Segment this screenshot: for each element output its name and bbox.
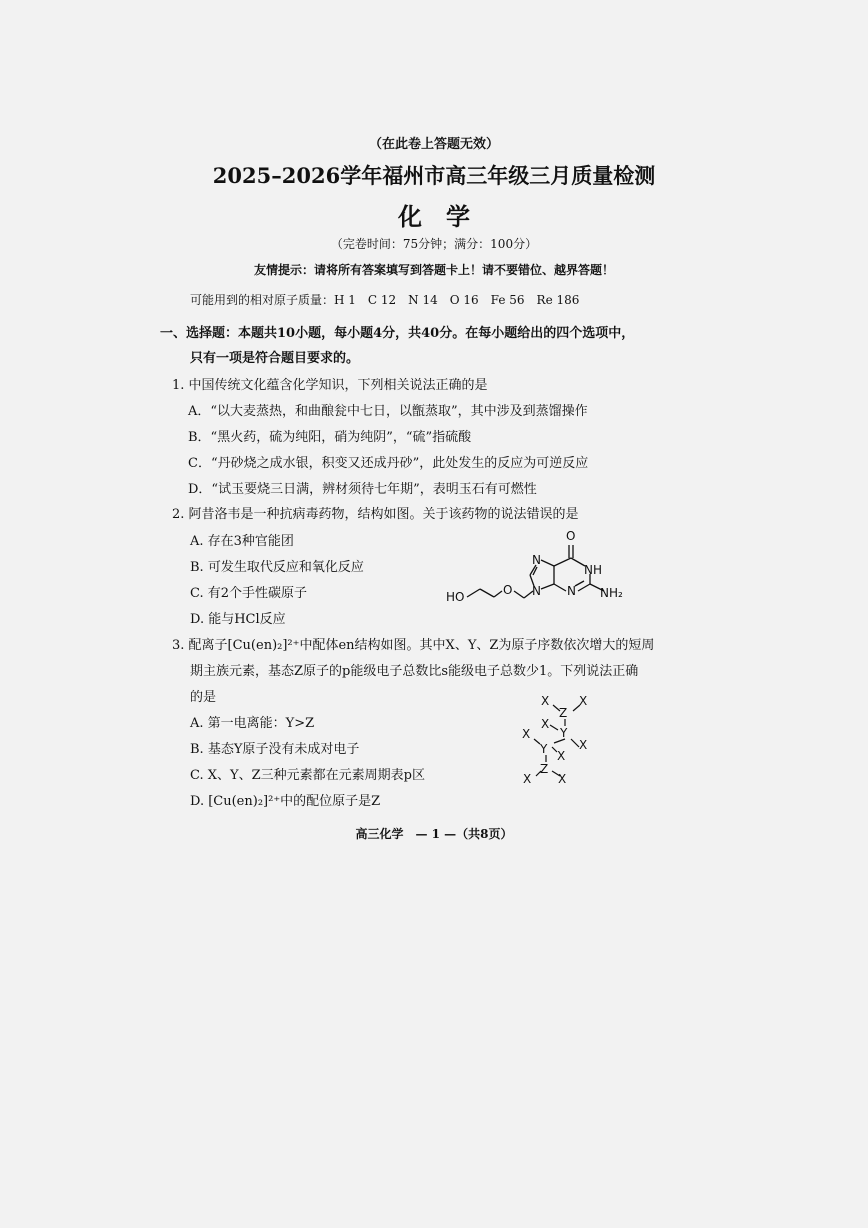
- option-b: B. 可发生取代反应和氧化反应: [190, 560, 364, 575]
- atom-z: Z: [559, 706, 568, 720]
- atom-nh: NH: [584, 563, 602, 577]
- question-stem: 1. 中国传统文化蕴含化学知识，下列相关说法正确的是: [172, 378, 488, 393]
- atomic-masses: 可能用到的相对原子质量：H 1 C 12 N 14 O 16 Fe 56 Re 186: [190, 293, 580, 307]
- atom-x: X: [541, 694, 550, 708]
- atom-y: Y: [540, 742, 548, 756]
- atom-x: X: [541, 717, 550, 731]
- option-c: C. 有2个手性碳原子: [190, 586, 308, 601]
- section-heading: 一、选择题：本题共10小题，每小题4分，共40分。在每小题给出的四个选项中，: [160, 326, 635, 341]
- atom-x: X: [522, 727, 531, 741]
- atom-nh2: NH₂: [600, 586, 623, 600]
- atom-x: X: [558, 772, 567, 786]
- notice: （在此卷上答题无效）: [368, 137, 499, 152]
- atom-n: N: [567, 584, 576, 598]
- question-stem: 2. 阿昔洛韦是一种抗病毒药物，结构如图。关于该药物的说法错误的是: [172, 507, 579, 522]
- tip: 友情提示：请将所有答案填写到答题卡上！请不要错位、越界答题！: [253, 263, 614, 277]
- atom-x: X: [579, 738, 588, 752]
- acyclovir-structure: [440, 526, 640, 610]
- en-ligand-structure: [516, 692, 606, 790]
- question-stem: 3. 配离子[Cu(en)₂]²⁺中配体en结构如图。其中X、Y、Z为原子序数依次增大的短周: [172, 638, 655, 653]
- option-d: D. [Cu(en)₂]²⁺中的配位原子是Z: [190, 794, 381, 809]
- subject-title: 化 学: [398, 202, 470, 231]
- atom-o: O: [503, 583, 513, 597]
- atom-ho: HO: [446, 590, 465, 604]
- exam-title: 2025–2026学年福州市高三年级三月质量检测: [212, 163, 656, 188]
- atom-n: N: [532, 584, 541, 598]
- section-heading-cont: 只有一项是符合题目要求的。: [190, 351, 360, 366]
- option-a: A．“以大麦蒸热，和曲酿瓮中七日，以甑蒸取”，其中涉及到蒸馏操作: [188, 404, 588, 419]
- option-b: B．“黑火药，硫为纯阳，硝为纯阴”，“硫”指硫酸: [188, 430, 472, 445]
- time-score: （完卷时间：75分钟；满分：100分）: [330, 237, 538, 251]
- option-a: A. 第一电离能：Y>Z: [190, 716, 315, 731]
- question-stem-cont: 期主族元素，基态Z原子的p能级电子总数比s能级电子总数少1。下列说法正确: [190, 664, 639, 679]
- option-a: A. 存在3种官能团: [190, 534, 294, 549]
- option-d: D．“试玉要烧三日满，辨材须待七年期”，表明玉石有可燃性: [188, 482, 537, 497]
- atom-x: X: [579, 694, 588, 708]
- option-c: C．“丹砂烧之成水银，积变又还成丹砂”，此处发生的反应为可逆反应: [188, 456, 589, 471]
- option-c: C. X、Y、Z三种元素都在元素周期表p区: [190, 768, 425, 783]
- atom-n: N: [532, 553, 541, 567]
- atom-o: O: [566, 529, 576, 543]
- option-b: B. 基态Y原子没有未成对电子: [190, 742, 360, 757]
- atom-y: Y: [560, 726, 568, 740]
- atom-z: Z: [540, 762, 549, 776]
- option-d: D. 能与HCl反应: [190, 612, 286, 627]
- atom-x: X: [557, 749, 566, 763]
- page-footer: 高三化学 — 1 —（共8页）: [355, 827, 513, 841]
- atom-x: X: [523, 772, 532, 786]
- question-stem-cont: 的是: [190, 690, 217, 705]
